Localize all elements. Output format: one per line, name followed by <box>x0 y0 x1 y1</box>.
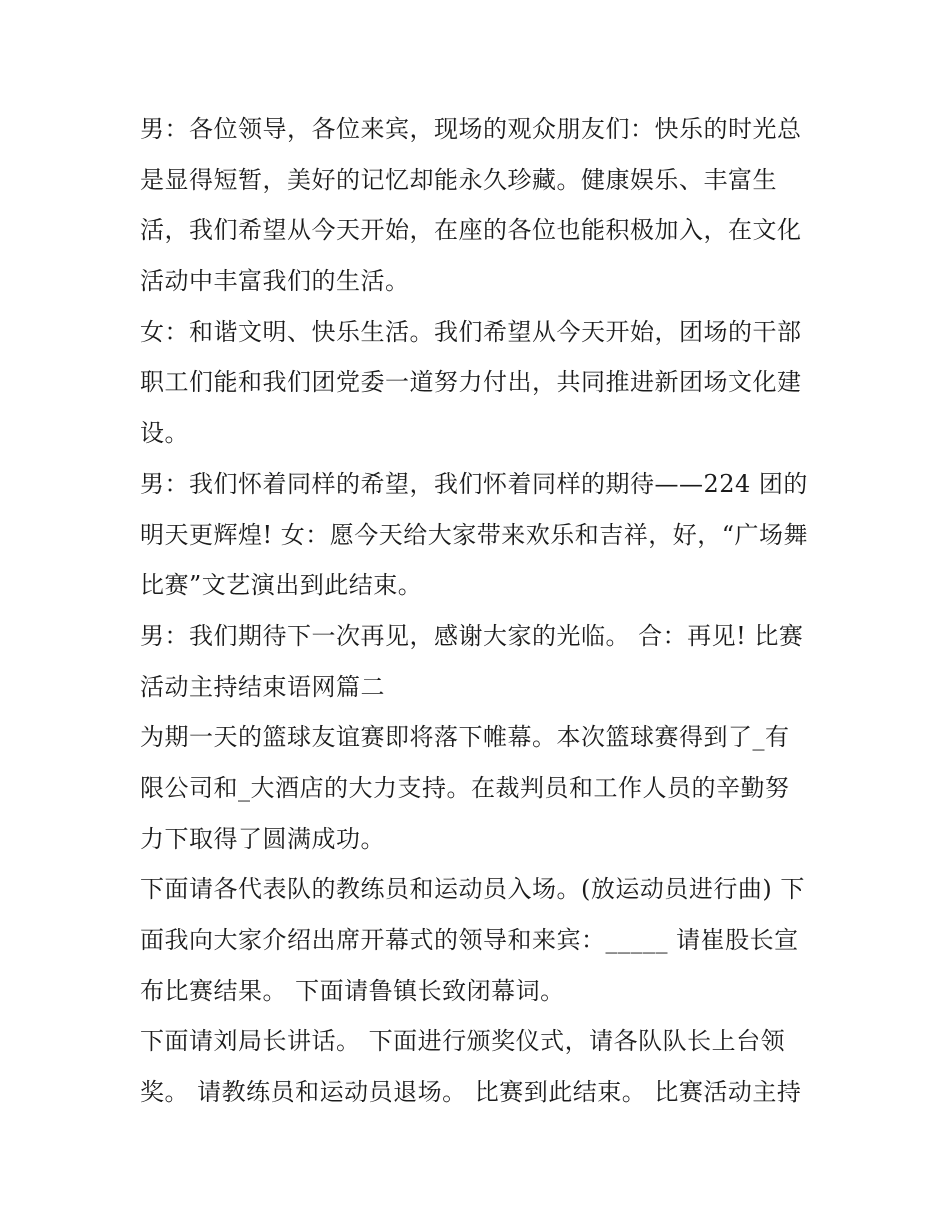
text-line-16: 下面请各代表队的教练员和运动员入场。(放运动员进行曲) 下 <box>140 875 805 904</box>
text-line-12: 活动主持结束语网篇二 <box>140 672 385 701</box>
text-line-5: 女：和谐文明、快乐生活。我们希望从今天开始，团场的干部 <box>140 317 802 346</box>
text-line-3: 活，我们希望从今天开始，在座的各位也能积极加入，在文化 <box>140 216 802 245</box>
text-line-13: 为期一天的篮球友谊赛即将落下帷幕。本次篮球赛得到了_有 <box>140 723 790 752</box>
text-line-7: 设。 <box>140 419 189 448</box>
text-line-11: 男：我们期待下一次再见，感谢大家的光临。 合：再见! 比赛 <box>140 621 804 650</box>
text-line-17: 面我向大家介绍出席开幕式的领导和来宾：_____ 请崔股长宣 <box>140 926 799 954</box>
text-line-20: 奖。 请教练员和运动员退场。 比赛到此结束。 比赛活动主持 <box>140 1078 802 1107</box>
text-line-10: 比赛”文艺演出到此结束。 <box>140 571 423 600</box>
text-line-19: 下面请刘局长讲话。 下面进行颁奖仪式，请各队队长上台领 <box>140 1027 786 1056</box>
text-line-8: 男：我们怀着同样的希望，我们怀着同样的期待——224 团的 <box>140 469 808 498</box>
text-line-14: 限公司和_大酒店的大力支持。在裁判员和工作人员的辛勤努 <box>140 773 790 802</box>
text-line-6: 职工们能和我们团党委一道努力付出，共同推进新团场文化建 <box>140 368 802 397</box>
text-line-9: 明天更辉煌! 女：愿今天给大家带来欢乐和吉祥，好，“广场舞 <box>140 520 809 549</box>
text-line-4: 活动中丰富我们的生活。 <box>140 267 410 296</box>
text-line-18: 布比赛结果。 下面请鲁镇长致闭幕词。 <box>140 976 565 1005</box>
text-line-15: 力下取得了圆满成功。 <box>140 824 385 853</box>
text-line-1: 男：各位领导，各位来宾，现场的观众朋友们：快乐的时光总 <box>140 115 802 143</box>
document-page <box>140 104 820 1118</box>
text-line-2: 是显得短暂，美好的记忆却能永久珍藏。健康娱乐、丰富生 <box>140 165 777 194</box>
